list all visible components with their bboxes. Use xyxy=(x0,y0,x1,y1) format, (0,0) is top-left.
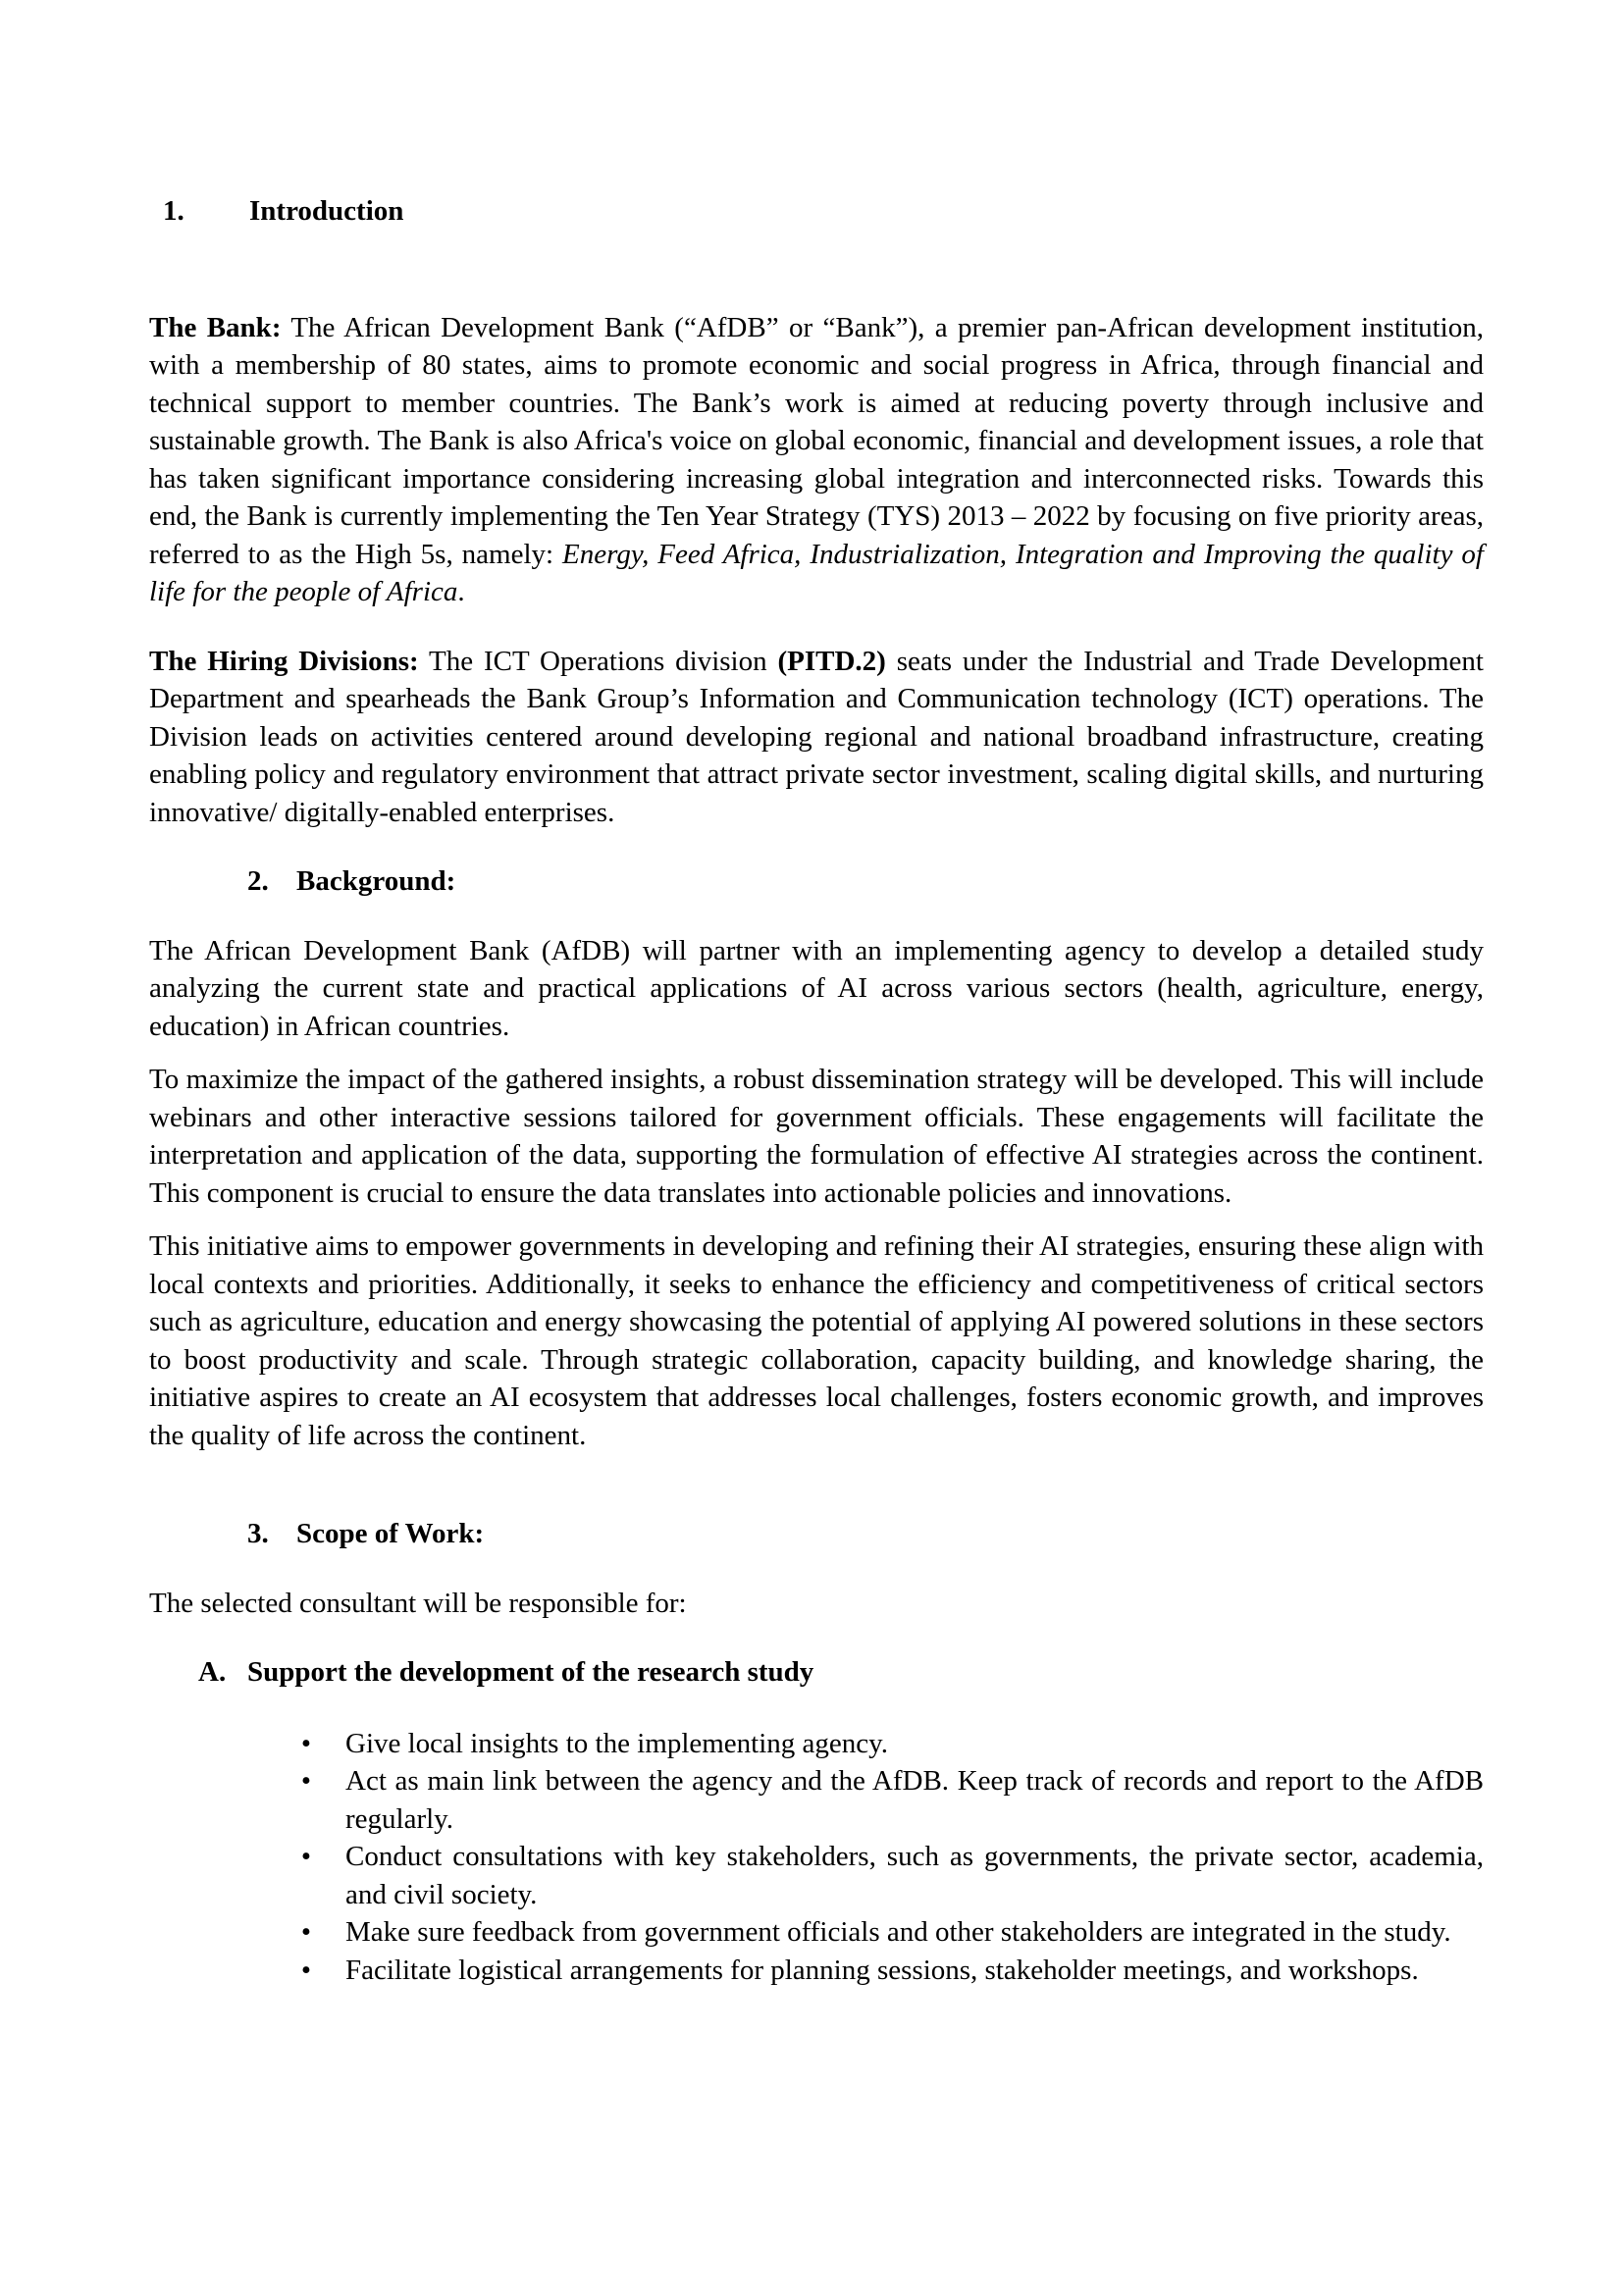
hiring-text-2: seats under the Industrial and Trade Development Department and spearheads the Bank Group’s Information and Communication technology (ICT) operations. The Division leads on activities centered around developing regional and national broadband infrastructure, creating enabling policy and regulatory environment that attract private sector investment, scaling digital skills, and nurturing innovative/ digitally-enabled enterprises. xyxy=(149,645,1484,828)
bullet-icon: • xyxy=(300,1765,312,1797)
scope-intro: The selected consultant will be responsible for: xyxy=(149,1587,687,1619)
list-item-text: Make sure feedback from government officials and other stakeholders are integrated in the study. xyxy=(345,1916,1451,1948)
bank-text: The African Development Bank (“AfDB” or “Bank”), a premier pan-African development institution, with a membership of 80 states, aims to promote economic and social progress in Africa, through financial and technical support to member countries. The Bank’s work is aimed at reducing poverty through inclusive and sustainable growth. The Bank is also Africa's voice on global economic, financial and development issues, a role that has taken significant importance considering increasing global integration and interconnected risks. Towards this end, the Bank is currently implementing the Ten Year Strategy (TYS) 2013 – 2022 by focusing on five priority areas, referred to as the High 5s, namely: xyxy=(149,311,1484,570)
bank-paragraph xyxy=(149,309,1484,611)
responsibilities-list xyxy=(149,1725,1484,1990)
bank-end: . xyxy=(457,576,465,607)
section-heading-background xyxy=(247,862,1484,901)
bullet-icon: • xyxy=(300,1727,312,1759)
section-heading-scope xyxy=(247,1515,1484,1553)
list-item-text: Give local insights to the implementing agency. xyxy=(345,1727,889,1759)
background-paragraph-3: This initiative aims to empower governments in developing and refining their AI strategies, ensuring these align with local contexts and priorities. Additionally, it seeks to enhance the efficiency and competitiveness of critical sectors such as agriculture, education and energy showcasing the potential of applying AI powered solutions in these sectors to boost productivity and scale. Through strategic collaboration, capacity building, and knowledge sharing, the initiative aspires to create an AI ecosystem that addresses local challenges, fosters economic growth, and improves the quality of life across the continent. xyxy=(149,1230,1484,1451)
section-title: Background: xyxy=(296,865,456,897)
section-number: 2. xyxy=(247,865,269,897)
subsection-title: Support the development of the research study xyxy=(247,1656,814,1688)
bank-priorities: Energy, Feed Africa, Industrialization, Integration and Improving the quality of life for the people of Africa xyxy=(149,538,1484,607)
bullet-icon: • xyxy=(300,1841,312,1872)
hiring-label: The Hiring Divisions: xyxy=(149,645,419,677)
bullet-icon: • xyxy=(300,1954,312,1986)
hiring-text-1: The ICT Operations division xyxy=(418,645,778,677)
hiring-paragraph xyxy=(149,643,1484,832)
section-title: Introduction xyxy=(249,195,404,227)
list-item-text: Conduct consultations with key stakeholders, such as governments, the private sector, academia, and civil society. xyxy=(345,1841,1484,1910)
list-item xyxy=(300,1838,1484,1913)
list-item-text: Act as main link between the agency and the AfDB. Keep track of records and report to the AfDB regularly. xyxy=(345,1765,1484,1835)
section-heading-introduction xyxy=(163,192,1484,231)
subsection-letter: A. xyxy=(198,1656,227,1688)
section-number: 3. xyxy=(247,1518,269,1549)
document-page xyxy=(149,192,1484,1989)
hiring-code: (PITD.2) xyxy=(777,645,886,677)
background-paragraph-1: The African Development Bank (AfDB) will partner with an implementing agency to develop a detailed study analyzing the current state and practical applications of AI across various sectors (health, agriculture, energy, education) in African countries. xyxy=(149,934,1484,1042)
section-title: Scope of Work: xyxy=(296,1518,485,1549)
bullet-icon: • xyxy=(300,1916,312,1948)
list-item xyxy=(300,1952,1484,1990)
list-item xyxy=(300,1913,1484,1952)
section-number: 1. xyxy=(163,195,184,227)
list-item xyxy=(300,1762,1484,1838)
bank-label: The Bank: xyxy=(149,311,282,343)
list-item-text: Facilitate logistical arrangements for planning sessions, stakeholder meetings, and workshops. xyxy=(345,1954,1419,1986)
subsection-heading-a xyxy=(198,1653,1484,1692)
background-paragraph-2: To maximize the impact of the gathered insights, a robust dissemination strategy will be developed. This will include webinars and other interactive sessions tailored for government officials. These engagements will facilitate the interpretation and application of the data, supporting the formulation of effective AI strategies across the continent. This component is crucial to ensure the data translates into actionable policies and innovations. xyxy=(149,1064,1484,1209)
list-item xyxy=(300,1725,1484,1763)
